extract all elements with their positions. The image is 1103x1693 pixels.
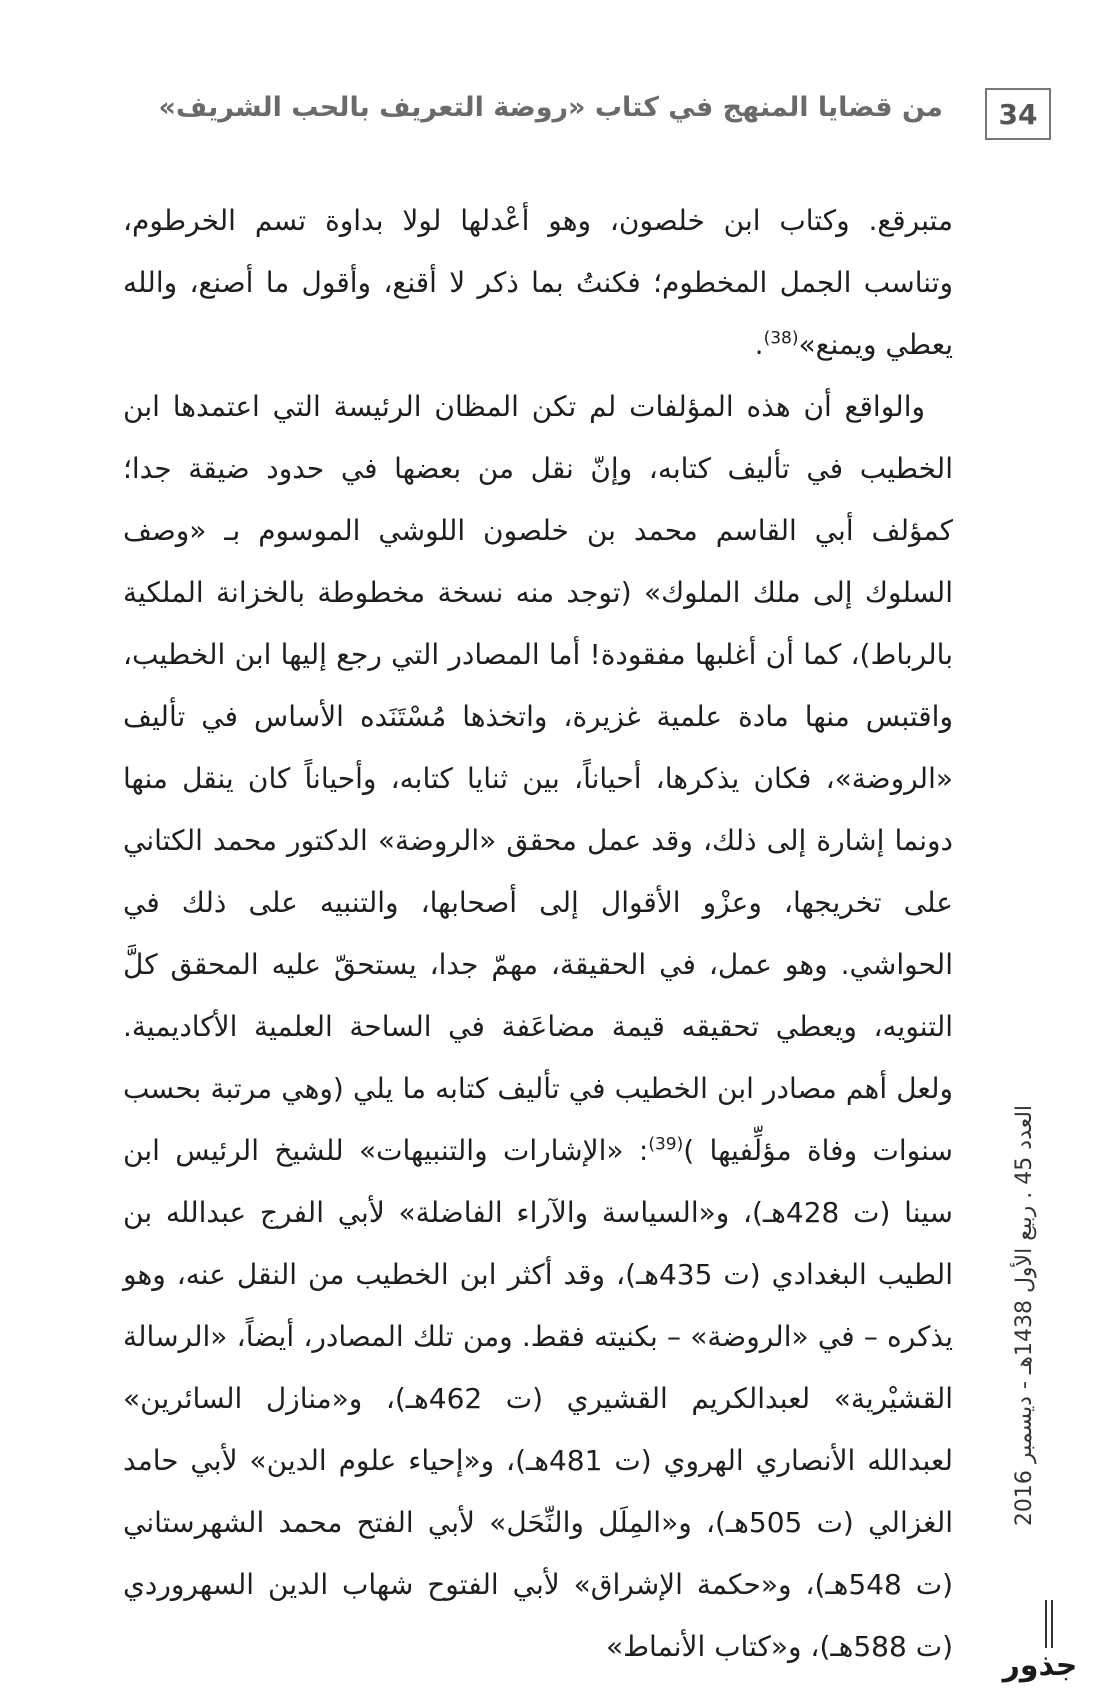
issue-info-text: العدد 45 . ربيع الأول 1438هـ - ديسمبر 2016 (1012, 1104, 1038, 1526)
paragraph-2 (123, 376, 953, 1678)
running-header-title: من قضايا المنهج في كتاب «روضة التعريف بالحب الشريف» (158, 92, 943, 123)
paragraph-2-part-a: والواقع أن هذه المؤلفات لم تكن المظان الرئيسة التي اعتمدها ابن الخطيب في تأليف كتابه، وإنّ نقل من بعضها في حدود ضيقة جدا؛ كمؤلف أبي القاسم محمد بن خلصون اللوشي الموسوم بـ «وصف السلوك إلى ملك الملوك» (توجد منه نسخة مخطوطة بالخزانة الملكية بالرباط)، كما أن أغلبها مفقودة! أما المصادر التي رجع إليها ابن الخطيب، واقتبس منها مادة علمية غزيرة، واتخذها مُسْتَنَده الأساس في تأليف «الروضة»، فكان يذكرها، أحياناً، بين ثنايا كتابه، وأحياناً كان ينقل منها دونما إشارة إلى ذلك، وقد عمل محقق «الروضة» الدكتور محمد الكتاني على تخريجها، وعزْو الأقوال إلى أصحابها، والتنبيه على ذلك في الحواشي. وهو عمل، في الحقيقة، مهمّ جدا، يستحقّ عليه المحقق كلَّ التنويه، ويعطي تحقيقه قيمة مضاعَفة في الساحة العلمية الأكاديمية. ولعل أهم مصادر ابن الخطيب في تأليف كتابه ما يلي (وهي مرتبة بحسب سنوات وفاة مؤلِّفيها ) (123, 390, 953, 1167)
paragraph-1-end: . (754, 328, 764, 361)
paragraph-1-text: متبرقع. وكتاب ابن خلصون، وهو أعْدلها لولا بداوة تسم الخرطوم، وتناسب الجمل المخطوم؛ فكنتُ بما ذكر لا أقنع، وأقول ما أصنع، والله يعطي ويمنع» (123, 204, 953, 361)
paragraph-1 (123, 190, 953, 376)
page-number: 34 (985, 88, 1051, 140)
vertical-double-rule (1045, 1600, 1053, 1648)
footnote-ref-38: (38) (763, 328, 799, 349)
footnote-ref-39: (39) (648, 1134, 684, 1155)
body-text (123, 190, 953, 1678)
issue-info-strip (1000, 1030, 1050, 1600)
journal-logo: جذور (1002, 1648, 1078, 1683)
paragraph-2-part-b: : «الإشارات والتنبيهات» للشيخ الرئيس ابن سينا (ت 428هـ)، و«السياسة والآراء الفاضلة» لأبي الفرج عبدالله بن الطيب البغدادي (ت 435هـ)، وقد أكثر ابن الخطيب من النقل عنه، وهو يذكره – في «الروضة» – بكنيته فقط. ومن تلك المصادر، أيضاً، «الرسالة القشيْرية» لعبدالكريم القشيري (ت 462هـ)، و«منازل السائرين» لعبدالله الأنصاري الهروي (ت 481هـ)، و«إحياء علوم الدين» لأبي حامد الغزالي (ت 505هـ)، و«المِلَل والنِّحَل» لأبي الفتح محمد الشهرستاني (ت 548هـ)، و«حكمة الإشراق» لأبي الفتوح شهاب الدين السهروردي (ت 588هـ)، و«كتاب الأنماط» (123, 1134, 954, 1663)
